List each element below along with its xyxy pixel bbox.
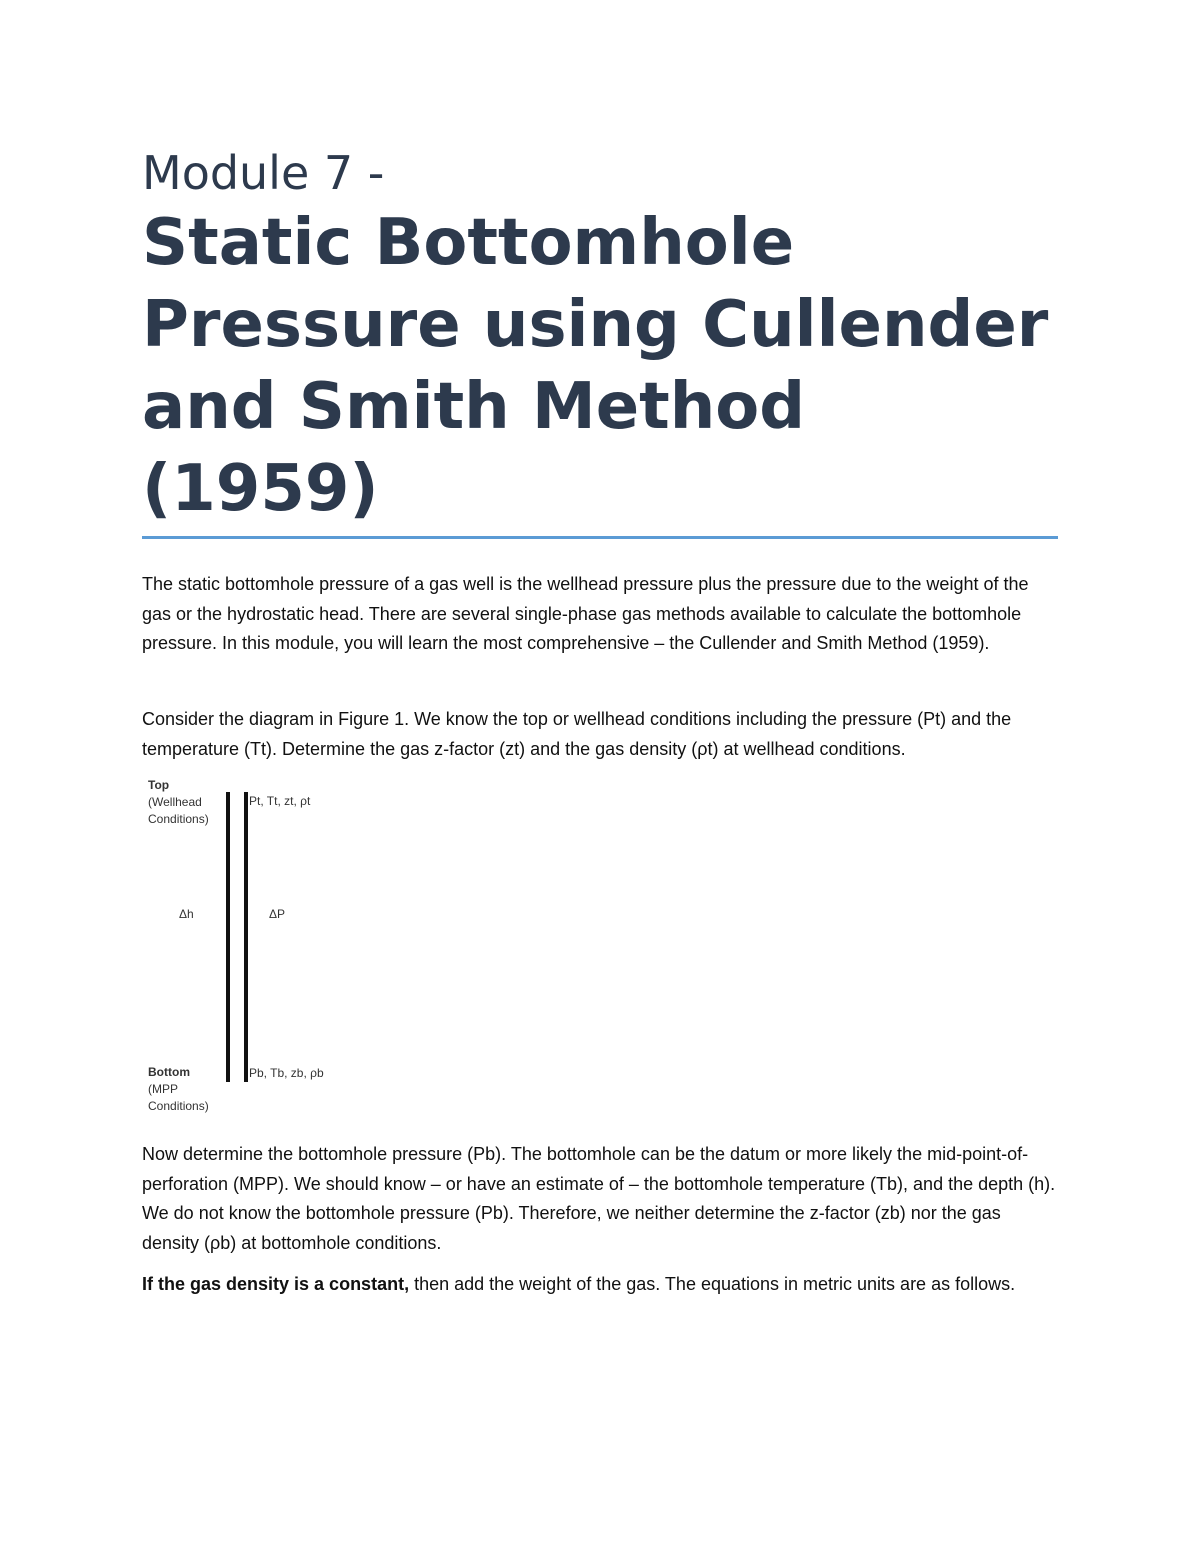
diagram-delta-p: ΔP xyxy=(269,907,286,921)
diagram-bottom-sub2: Conditions) xyxy=(148,1099,209,1113)
diagram-top-label: Top xyxy=(148,778,170,792)
diagram-delta-h: Δh xyxy=(179,907,194,921)
paragraph-constant-density-lead: If the gas density is a constant, xyxy=(142,1274,410,1294)
document-title xyxy=(142,144,1062,530)
title-main: Static Bottomhole Pressure using Cullender and Smith Method (1959) xyxy=(142,206,1049,526)
diagram-bottom-label: Bottom xyxy=(148,1065,190,1079)
paragraph-constant-density xyxy=(142,1270,1062,1300)
diagram-bottom-variables: Pb, Tb, zb, ρb xyxy=(249,1066,324,1080)
diagram-top-variables: Pt, Tt, zt, ρt xyxy=(249,794,311,808)
diagram-bottom-sub1: (MPP xyxy=(148,1082,178,1096)
diagram-top-sub2: Conditions) xyxy=(148,812,209,826)
wellbore-diagram xyxy=(142,772,342,1122)
paragraph-constant-density-rest: then add the weight of the gas. The equations in metric units are as follows. xyxy=(409,1274,1016,1294)
diagram-top-sub1: (Wellhead xyxy=(148,795,202,809)
paragraph-intro: The static bottomhole pressure of a gas well is the wellhead pressure plus the pressure due to the weight of the gas or the hydrostatic head. There are several single-phase gas methods available to calculate the bottomhole pressure. In this module, you will learn the most comprehensive – the Cullender and Smith Method (1959). xyxy=(142,574,1029,653)
paragraph-bottomhole: Now determine the bottomhole pressure (Pb). The bottomhole can be the datum or more likely the mid-point-of-perforation (MPP). We should know – or have an estimate of – the bottomhole temperature (Tb), and the depth (h). We do not know the bottomhole pressure (Pb). Therefore, we neither determine the z-factor (zb) nor the gas density (ρb) at bottomhole conditions. xyxy=(142,1144,1056,1253)
title-module-number: Module 7 - xyxy=(142,146,385,200)
paragraph-consider-diagram: Consider the diagram in Figure 1. We know the top or wellhead conditions including the pressure (Pt) and the temperature (Tt). Determine the gas z-factor (zt) and the gas density (ρt) at wellhead conditions. xyxy=(142,709,1012,759)
title-divider xyxy=(142,536,1058,539)
